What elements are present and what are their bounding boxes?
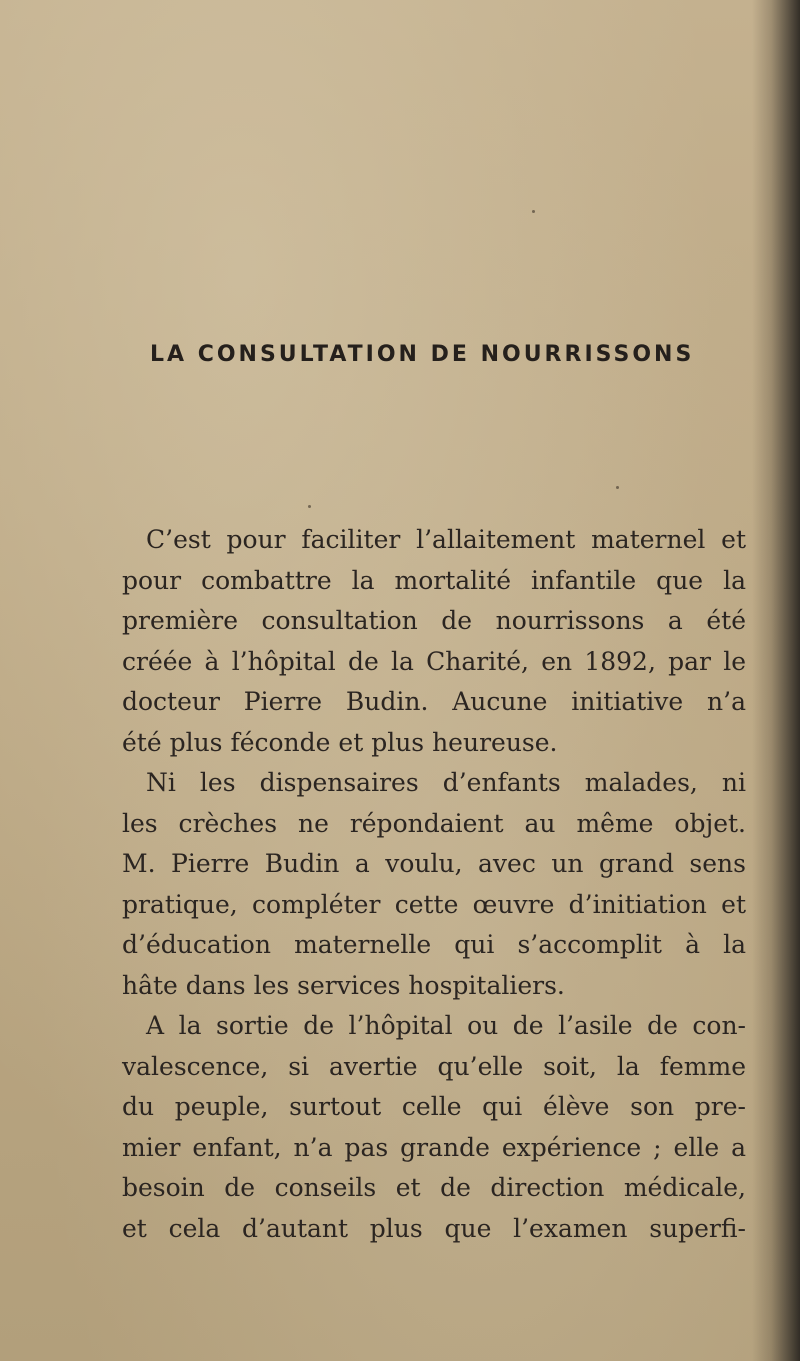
text-line: valescence, si avertie qu’elle soit, la femme <box>122 1051 746 1081</box>
text-line: C’est pour faciliter l’allaitement maternel et <box>146 525 746 554</box>
chapter-heading: LA CONSULTATION DE NOURRISSONS <box>150 342 695 367</box>
paper-speck <box>532 210 535 213</box>
text-line: pour combattre la mortalité infantile que la <box>122 565 746 595</box>
text-line: du peuple, surtout celle qui élève son pre- <box>122 1092 746 1121</box>
text-line: et cela d’autant plus que l’examen superfi- <box>122 1213 746 1243</box>
text-line: hâte dans les services hospitaliers. <box>122 970 565 1000</box>
text-line: première consultation de nourrissons a été <box>122 606 746 635</box>
text-line: A la sortie de l’hôpital ou de l’asile de con- <box>146 1011 746 1040</box>
text-line: d’éducation maternelle qui s’accomplit à la <box>122 930 746 959</box>
text-line: Ni les dispensaires d’enfants malades, ni <box>146 768 746 797</box>
paper-speck <box>616 486 619 489</box>
paper-speck <box>308 505 311 508</box>
page-edge-shadow <box>752 0 800 1361</box>
text-line: les crèches ne répondaient au même objet. <box>122 808 746 838</box>
text-line: été plus féconde et plus heureuse. <box>122 727 558 757</box>
text-line: pratique, compléter cette œuvre d’initiation et <box>122 889 746 919</box>
text-line: docteur Pierre Budin. Aucune initiative n’a <box>122 687 746 716</box>
text-line: créée à l’hôpital de la Charité, en 1892, par le <box>122 646 746 676</box>
text-line: M. Pierre Budin a voulu, avec un grand sens <box>122 849 746 878</box>
text-line: besoin de conseils et de direction médicale, <box>122 1173 746 1202</box>
body-text <box>122 520 746 1249</box>
text-line: mier enfant, n’a pas grande expérience ; elle a <box>122 1132 746 1162</box>
